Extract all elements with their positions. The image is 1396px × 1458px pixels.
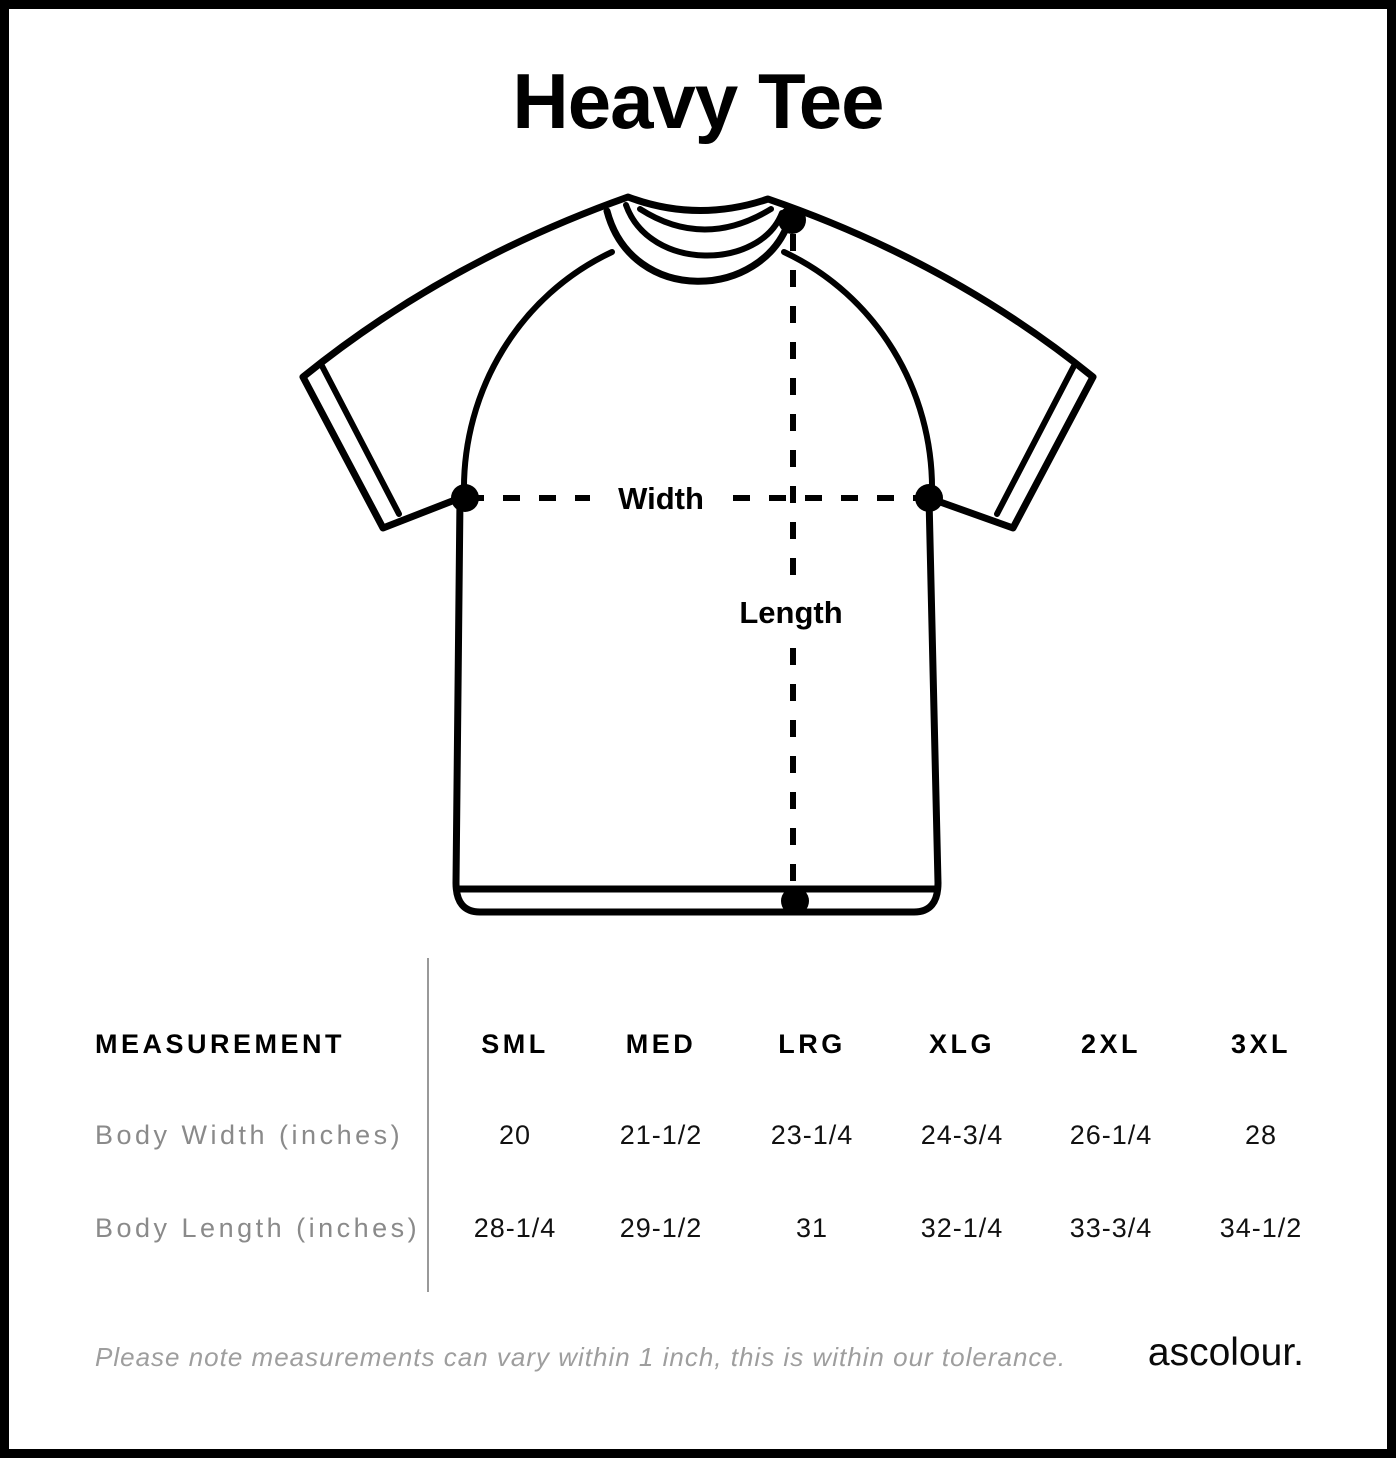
width-label: Width [618, 481, 704, 516]
page-title: Heavy Tee [512, 57, 884, 145]
body-width-sml: 20 [498, 1120, 532, 1150]
table-header-xlg: XLG [928, 1029, 995, 1059]
body-width-row-label: Body Width (inches) [95, 1120, 404, 1150]
table-header-measurement: MEASUREMENT [95, 1029, 346, 1059]
length-label: Length [739, 595, 843, 630]
body-length-row-label: Body Length (inches) [95, 1213, 421, 1243]
table-header-2xl: 2XL [1080, 1029, 1142, 1059]
body-length-2xl: 33-3/4 [1069, 1213, 1153, 1243]
body-width-med: 21-1/2 [619, 1120, 703, 1150]
table-header-lrg: LRG [778, 1029, 846, 1059]
body-width-3xl: 28 [1244, 1120, 1278, 1150]
tshirt-outline [303, 197, 1093, 912]
table-divider [427, 958, 429, 1292]
body-width-2xl: 26-1/4 [1069, 1120, 1153, 1150]
body-length-med: 29-1/2 [619, 1213, 703, 1243]
table-header-med: MED [625, 1029, 697, 1059]
body-length-3xl: 34-1/2 [1219, 1213, 1303, 1243]
right-underarm-dot [915, 484, 943, 512]
body-length-xlg: 32-1/4 [920, 1213, 1004, 1243]
table-header-3xl: 3XL [1230, 1029, 1292, 1059]
table-header-sml: SML [481, 1029, 549, 1059]
neck-point-dot [778, 206, 806, 234]
body-width-lrg: 23-1/4 [770, 1120, 854, 1150]
brand-logo: ascolour. [1147, 1331, 1304, 1374]
body-length-lrg: 31 [795, 1213, 829, 1243]
tolerance-note: Please note measurements can vary within 1 inch, this is within our tolerance. [95, 1342, 1067, 1372]
body-length-sml: 28-1/4 [473, 1213, 557, 1243]
left-underarm-dot [451, 484, 479, 512]
body-width-xlg: 24-3/4 [920, 1120, 1004, 1150]
hem-point-dot [781, 887, 809, 915]
